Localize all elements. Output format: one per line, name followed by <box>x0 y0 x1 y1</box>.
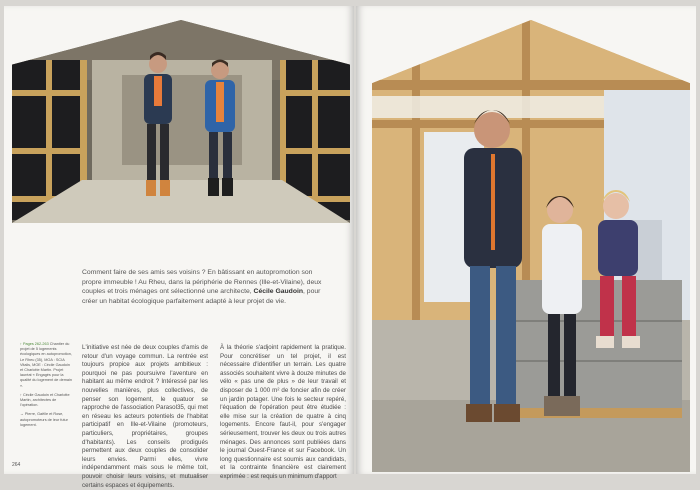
architects-photo <box>12 20 350 223</box>
page-number: 264 <box>12 462 21 468</box>
architect-name: Cécile Gaudoin <box>253 288 304 296</box>
right-page <box>356 6 696 474</box>
left-page <box>4 6 354 489</box>
lead-paragraph <box>82 268 330 306</box>
body-column-1-text: L'initiative est née de deux couples d'amis de retour d'un voyage commun. La rentrée est toujours propice aux projets ambitieux : pourquoi ne pas poursuivre l'aventure en habitant au même endroit ? Intéressé par les nouvelles manières, plus collectives, de penser son logement, le quatuor se rapproche de l'association Parasol35, qui met en réseau les acteurs potentiels de l'habitat participatif en Ille-et-Vilaine (promoteurs, particuliers, propriétaires, groupes d'habitants). Les conseils prodigués permettent aux deux couples de consolider leurs envies. Parmi elles, vivre indépendamment mais sous le même toit, pouvoir choisir leurs voisins, et mutualiser certains espaces et équipements. <box>82 344 208 489</box>
body-column-2-text: À la théorie s'adjoint rapidement la pratique. Pour concrétiser un tel projet, il est nécessaire d'identifier un terrain. Les quatre associés souhaitent vivre à douze minutes de vélo « pas une de plus » de leur travail et disposer de 1 000 m² de foncier afin de créer un jardin potager. Une fois le secteur repéré, l'équation de l'opération peut être étudiée : elle mise sur la création de quatre à cinq logements. Encore faut-il, pour s'engager sérieusement, trouver les deux ou trois autres ménages. Des annonces sont publiées dans le journal Ouest-France et sur Facebook. Un long questionnaire est soumis aux candidats, et la contrainte financière est clairement exprimée : est requis un minimum d'apport <box>220 344 346 480</box>
lead-text-after: , pour créer un habitat écologique parfaitement adapté à leur projet de vie. <box>82 288 321 305</box>
family-photo <box>372 20 690 472</box>
caption-3: → Pierre, Gaëlle et Rose, autopromoteurs de leur futur logement. <box>20 412 68 427</box>
caption-1-text: Chantier du projet de 5 logements écologiques en autopromotion, Le Rheu (35), MOA : SCIA Vitalis, MOE : Cécile Gaudoin et Charlotte Martin. Projet lauréat « Engagés pour la qualité du logement de demain ». <box>20 342 72 388</box>
body-column-2 <box>220 344 346 482</box>
lead-text-before: Comment faire de ses amis ses voisins ? En bâtissant en autopromotion son propre immeuble ! Au Rheu, dans la périphérie de Rennes (Ille-et-Vilaine), deux couples et trois ménages ont sélectionné une architecte, <box>82 269 322 296</box>
body-column-1 <box>82 344 208 490</box>
photo-captions <box>20 342 74 432</box>
architects-construction-illustration <box>12 20 350 223</box>
caption-2: ↑ Cécile Gaudoin et Charlotte Martin, architectes de l'opération. <box>20 392 70 408</box>
family-construction-illustration <box>372 20 690 472</box>
caption-1-title: ↑ Pages 262-263 <box>20 342 49 346</box>
